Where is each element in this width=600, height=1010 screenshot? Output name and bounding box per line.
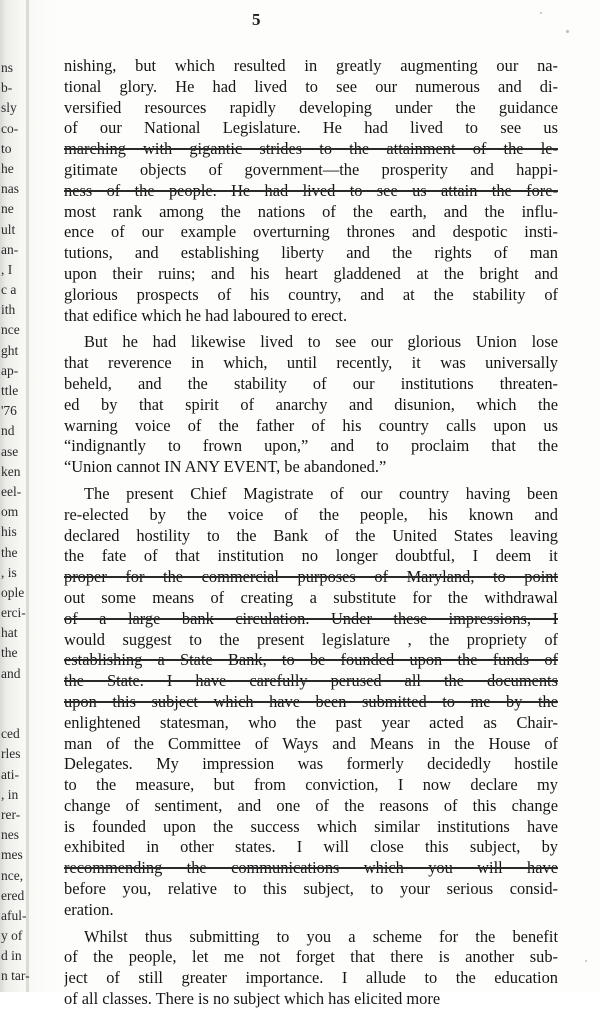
text-line: Delegates. My impression was formerly decidedly hostile (64, 754, 558, 774)
text-line: establishing a State Bank, to be founded upon the funds of (64, 650, 558, 670)
text-line: “indignantly to frown upon,” and to proclaim that the (64, 436, 558, 456)
text-line: the fate of that institution no longer doubtful, I deem it (64, 546, 558, 566)
scan-speck (585, 960, 587, 962)
margin-fragment: and (1, 665, 21, 681)
margin-fragment: ced (1, 726, 20, 742)
text-line: ject of still greater importance. I allude to the education (64, 968, 558, 988)
margin-fragment: d in (1, 948, 22, 964)
text-line: before you, relative to this subject, to your serious consid- (64, 879, 558, 899)
margin-fragment: hat (1, 625, 18, 641)
margin-fragment: , is (1, 564, 17, 580)
facing-page-fragments (1, 58, 31, 987)
text-line: re-elected by the voice of the people, his known and (64, 504, 558, 524)
margin-fragment: ns (1, 60, 14, 75)
margin-fragment: co- (1, 120, 19, 136)
margin-fragment: om (1, 504, 19, 520)
text-line: Whilst thus submitting to you a scheme for the benefit (84, 926, 558, 946)
margin-fragment (1, 704, 31, 724)
text-line: gitimate objects of government—the prosperity and happi- (64, 159, 558, 179)
margin-fragment: nd (1, 423, 15, 439)
margin-fragment: ult (1, 221, 16, 237)
margin-fragment: an- (1, 241, 19, 257)
scan-speck (566, 30, 569, 33)
paragraph-2 (64, 332, 558, 478)
text-line: The present Chief Magistrate of our country having been (84, 483, 558, 503)
margin-fragment: erci- (1, 605, 26, 621)
text-line: enlightened statesman, who the past year acted as Chair- (64, 712, 558, 732)
text-line: that reverence in which, until recently, it was universally (64, 353, 558, 373)
text-line: marching with gigantic strides to the attainment of the le- (64, 139, 558, 159)
text-line: But he had likewise lived to see our glorious Union lose (84, 332, 558, 352)
text-line: is founded upon the success which similar institutions have (64, 816, 558, 836)
margin-fragment: , in (1, 786, 19, 802)
text-line: tutions, and establishing liberty and the rights of man (64, 243, 558, 263)
margin-fragment: ap- (1, 362, 19, 378)
scan-speck (540, 12, 542, 14)
margin-fragment: ase (1, 443, 19, 459)
text-line: man of the Committee of Ways and Means in the House of (64, 733, 558, 753)
text-line: proper for the commercial purposes of Maryland, to point (64, 567, 558, 587)
paragraph-4 (64, 927, 558, 1010)
margin-fragment: he (1, 160, 14, 176)
text-line: exhibited in other states. I will close this subject, by (64, 837, 558, 857)
margin-fragment: nas (1, 181, 19, 197)
text-line: would suggest to the present legislature , the propriety of (64, 629, 558, 649)
text-line: warning voice of the father of his country calls upon us (64, 415, 558, 435)
text-line: of the people, let me not forget that there is another sub- (64, 947, 558, 967)
text-line: declared hostility to the Bank of the United States leaving (64, 525, 558, 545)
margin-fragment: n tar- (1, 968, 30, 984)
text-line: out some means of creating a substitute for the withdrawal (64, 587, 558, 607)
margin-fragment: ered (1, 887, 25, 903)
margin-fragment: c a (1, 282, 17, 298)
text-line: the State. I have carefully perused all the documents (64, 671, 558, 691)
margin-fragment: nes (1, 827, 19, 843)
margin-fragment: eel- (1, 483, 22, 499)
margin-fragment: ttle (1, 383, 19, 398)
text-line: to the measure, but from conviction, I now declare my (64, 775, 558, 795)
margin-fragment: rles (1, 746, 21, 762)
margin-fragment: ken (1, 463, 21, 479)
margin-fragment: aful- (1, 907, 27, 923)
margin-fragment: ople (1, 584, 25, 600)
page-number: 5 (252, 10, 262, 29)
margin-fragment: ith (1, 302, 16, 318)
text-line: upon their ruins; and his heart gladdened at the bright and (64, 263, 558, 283)
margin-fragment: nce, (1, 867, 24, 883)
margin-fragment: to (1, 140, 12, 156)
text-line: of all classes. There is no subject which has elicited more (64, 989, 441, 1009)
text-line: upon this subject which have been submitted to me by the (64, 691, 558, 711)
margin-fragment: nce (1, 322, 20, 338)
text-line: nishing, but which resulted in greatly augmenting our na- (64, 56, 558, 75)
margin-fragment: ne (1, 201, 14, 217)
text-line: ence of our example overturning thrones and despotic insti- (64, 222, 558, 242)
paragraph-3 (64, 484, 558, 921)
text-line: change of sentiment, and one of the reasons of this change (64, 795, 558, 815)
margin-fragment: the (1, 645, 18, 661)
text-line: glorious prospects of his country, and at the stability of (64, 284, 558, 304)
margin-fragment: mes (1, 847, 23, 863)
text-line: beheld, and the stability of our institutions threaten- (64, 373, 558, 393)
margin-fragment: sly (1, 100, 17, 116)
text-line: tional glory. He had lived to see our numerous and di- (64, 76, 558, 96)
margin-fragment: his (1, 524, 17, 540)
body-text (64, 56, 558, 1010)
margin-fragment: , I (1, 261, 13, 277)
text-line: ed by that spirit of anarchy and disunion, which the (64, 394, 558, 414)
margin-fragment: '76 (1, 403, 17, 419)
text-line: of a large bank circulation. Under these impressions, I (64, 608, 558, 628)
text-line: versified resources rapidly developing under the guidance (64, 97, 558, 117)
text-line: recommending the communications which you will have (64, 858, 558, 878)
margin-fragment: y of (1, 928, 23, 944)
text-line: most rank among the nations of the earth, and the influ- (64, 201, 558, 221)
margin-fragment (1, 684, 31, 704)
margin-fragment: b- (1, 80, 13, 96)
text-line: of our National Legislature. He had lived to see us (64, 118, 558, 138)
margin-fragment: ati- (1, 766, 19, 782)
paragraph-1 (64, 56, 558, 326)
text-line: that edifice which he had laboured to erect. (64, 305, 348, 325)
text-line: “Union cannot IN ANY EVENT, be abandoned.” (64, 457, 387, 477)
text-line: ness of the people. He had lived to see us attain the fore- (64, 180, 558, 200)
margin-fragment: ght (1, 342, 19, 358)
margin-fragment: rer- (1, 806, 21, 822)
text-line: eration. (64, 899, 114, 919)
margin-fragment: the (1, 544, 18, 560)
